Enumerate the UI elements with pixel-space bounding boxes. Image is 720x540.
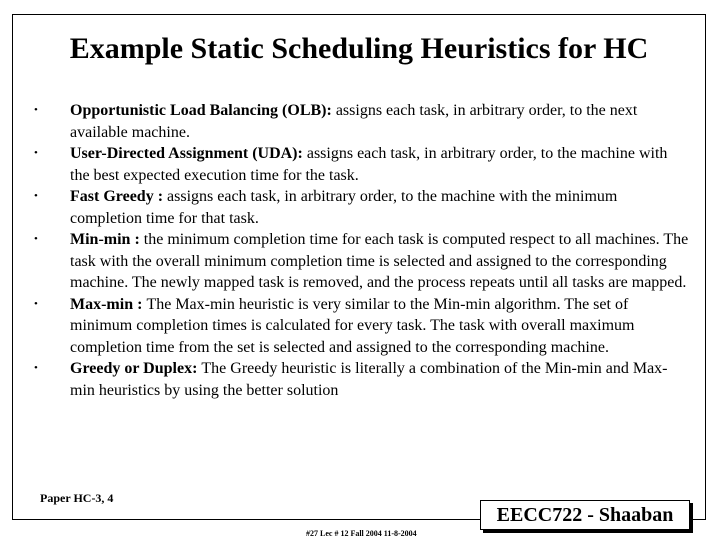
- bullet-term: Max-min :: [70, 295, 147, 313]
- bullet-dot: •: [34, 104, 38, 116]
- bullet-item: [34, 186, 689, 229]
- bullet-text: the minimum completion time for each task is computed respect to all machines. The task with the overall minimum completion time is selected and assigned to the corresponding machine. The newly mapped task is removed, and the process repeats until all tasks are mapped.: [70, 231, 689, 291]
- bullet-dot: •: [34, 297, 38, 310]
- bullet-item: [34, 229, 689, 294]
- footer-divider: [12, 519, 484, 520]
- bullet-dot: •: [34, 147, 38, 159]
- bullet-text: The Greedy heuristic is literally a combination of the Min-min and Max-min heuristics by using the better solution: [70, 360, 668, 399]
- bullet-item: [34, 294, 689, 359]
- bullet-list: [34, 100, 689, 401]
- bullet-text: assigns each task, in arbitrary order, to the machine with the minimum completion time for that task.: [70, 188, 618, 227]
- bullet-dot: •: [34, 362, 38, 374]
- bullet-text: The Max-min heuristic is very similar to the Min-min algorithm. The set of minimum completion times is calculated for every task. The task with overall maximum completion time from the set is selected and assigned to the corresponding machine.: [70, 295, 635, 356]
- bullet-item: [34, 100, 689, 143]
- bullet-text: assigns each task, in arbitrary order, to the machine with the best expected execution time for the task.: [70, 145, 668, 184]
- bullet-item: [34, 143, 689, 186]
- slide-title: Example Static Scheduling Heuristics for HC: [69, 32, 649, 65]
- paper-reference: Paper HC-3, 4: [40, 491, 114, 505]
- bullet-item: [34, 358, 689, 401]
- bullet-text: assigns each task, in arbitrary order, to the next available machine.: [70, 102, 638, 141]
- bullet-dot: •: [34, 233, 38, 245]
- bullet-term: Min-min :: [70, 231, 144, 248]
- course-badge: EECC722 - Shaaban: [480, 500, 690, 530]
- bullet-term: User-Directed Assignment (UDA):: [70, 145, 307, 162]
- bullet-term: Fast Greedy :: [70, 188, 168, 205]
- bullet-term: Greedy or Duplex:: [70, 360, 202, 377]
- bullet-term: Opportunistic Load Balancing (OLB):: [70, 102, 336, 119]
- bullet-dot: •: [34, 190, 38, 202]
- footer-info: #27 Lec # 12 Fall 2004 11-8-2004: [306, 529, 417, 538]
